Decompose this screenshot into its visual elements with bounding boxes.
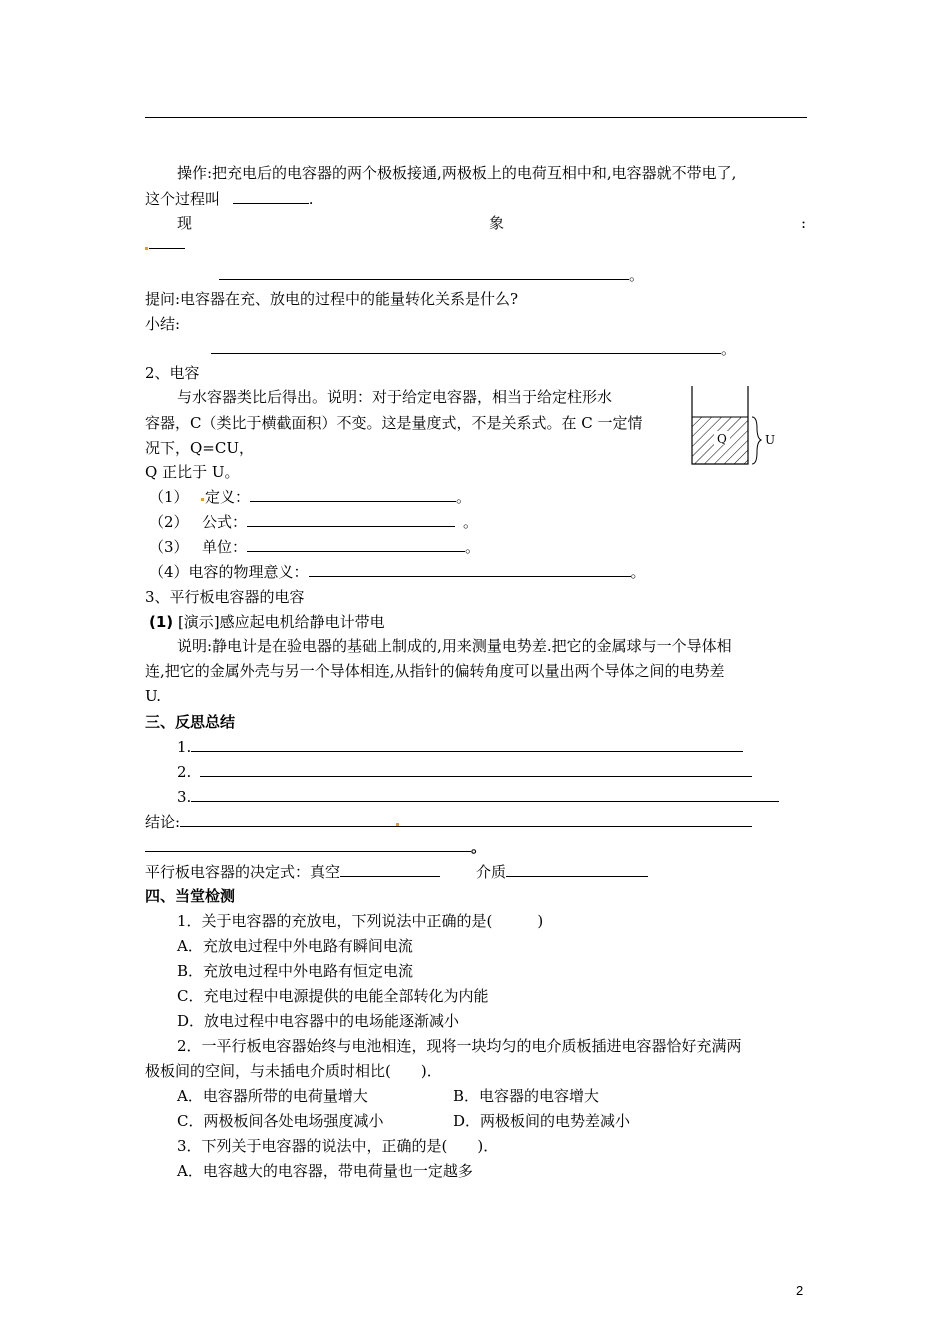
item-2 — [202, 512, 478, 532]
formula-label: 公式： — [202, 513, 248, 531]
period: 。 — [721, 340, 737, 358]
op-line-2-end: . — [308, 190, 314, 208]
op-line-2-text: 这个过程叫 — [145, 190, 221, 208]
test-heading: 四、当堂检测 — [145, 887, 236, 905]
q1-option-a[interactable]: A．充放电过程中外电路有瞬间电流 — [177, 937, 413, 955]
q1-option-d[interactable]: D．放电过程中电容器中的电场能逐渐减小 — [177, 1012, 460, 1030]
item-2-num: （2） — [149, 513, 189, 531]
formula-label-vacuum: 平行板电容器的决定式：真空 — [145, 863, 341, 881]
demo-line — [149, 612, 385, 632]
electrometer-line-3: U. — [145, 687, 162, 705]
diagram-u-label: U — [765, 433, 776, 447]
medium-blank[interactable] — [506, 862, 648, 877]
reflection-item-3 — [177, 787, 779, 807]
phenomenon-char-1: 现 — [177, 214, 193, 232]
reflection-blank-2[interactable] — [200, 762, 752, 777]
item-4 — [149, 562, 646, 582]
section-3-heading: 3、平行板电容器的电容 — [145, 588, 305, 606]
question-line: 提问:电容器在充、放电的过程中的能量转化关系是什么? — [145, 290, 519, 308]
reflection-blank-3[interactable] — [191, 787, 779, 802]
physical-meaning-label: （4）电容的物理意义： — [149, 563, 309, 581]
period: 。 — [463, 513, 479, 531]
conclusion-label: 结论: — [145, 813, 181, 831]
definition-label: 定义： — [205, 488, 251, 506]
vacuum-blank[interactable] — [340, 862, 440, 877]
question-1: 1．关于电容器的充放电，下列说法中正确的是( ) — [177, 912, 544, 930]
section-2-heading: 2、电容 — [145, 364, 200, 382]
q2-option-a[interactable]: A．电容器所带的电荷量增大 — [177, 1087, 368, 1105]
demo-number: (1) — [149, 613, 174, 631]
reflection-item-1 — [177, 737, 743, 757]
annotation-mark — [201, 498, 204, 501]
q2-option-c[interactable]: C．两极板间各处电场强度减小 — [177, 1112, 384, 1130]
op-line-1: 操作:把充电后的电容器的两个极板接通,两极板上的电荷互相中和,电容器就不带电了, — [177, 164, 737, 182]
reflection-heading: 三、反思总结 — [145, 713, 236, 731]
formula-line — [145, 862, 648, 882]
reflection-blank-1[interactable] — [191, 737, 743, 752]
op-line-2 — [145, 189, 314, 209]
formula-blank[interactable] — [247, 512, 455, 527]
phenomenon-blank-line[interactable] — [219, 265, 644, 285]
item-3-num: （3） — [149, 538, 189, 556]
phenomenon-char-2: 象 — [489, 214, 505, 232]
demo-text: [演示]感应起电机给静电计带电 — [177, 613, 385, 631]
question-3: 3．下列关于电容器的说法中，正确的是( )． — [177, 1137, 499, 1155]
sec2-para-1: 与水容器类比后得出。说明：对于给定电容器，相当于给定柱形水 — [177, 388, 613, 406]
item-1-num: （1） — [149, 488, 189, 506]
q1-option-b[interactable]: B．充放电过程中外电路有恒定电流 — [177, 962, 414, 980]
period: 。 — [465, 538, 481, 556]
conclusion-line — [145, 812, 752, 832]
water-container-diagram — [685, 384, 785, 468]
q2-option-b[interactable]: B．电容器的电容增大 — [453, 1087, 600, 1105]
item-1 — [205, 487, 471, 507]
process-name-blank[interactable] — [233, 189, 309, 204]
question-2-line-2: 极板间的空间，与未插电介质时相比( )． — [145, 1062, 442, 1080]
phenomenon-blank-short[interactable] — [149, 234, 185, 254]
electrometer-line-1: 说明:静电计是在验电器的基础上制成的,用来测量电势差.把它的金属球与一个导体相 — [177, 637, 732, 655]
medium-label: 介质 — [476, 863, 507, 881]
reflection-num-2: 2. — [177, 763, 192, 781]
unit-blank[interactable] — [247, 537, 465, 552]
q1-option-c[interactable]: C．充电过程中电源提供的电能全部转化为内能 — [177, 987, 489, 1005]
item-3 — [202, 537, 480, 557]
page-number: 2 — [796, 1283, 804, 1298]
q3-option-a[interactable]: A．电容越大的电容器，带电荷量也一定越多 — [177, 1162, 473, 1180]
q2-option-d[interactable]: D．两极板间的电势差减小 — [453, 1112, 631, 1130]
sec2-para-3: 况下，Q=CU， — [145, 439, 254, 457]
period: 。 — [630, 563, 646, 581]
header-rule — [145, 117, 807, 118]
annotation-mark — [396, 823, 399, 826]
reflection-item-2 — [177, 762, 752, 782]
summary-blank[interactable] — [211, 339, 736, 359]
diagram-q-label: Q — [717, 432, 727, 446]
reflection-num-3: 3. — [177, 788, 192, 806]
annotation-mark — [145, 247, 148, 250]
big-period: 。 — [471, 838, 487, 856]
question-2-line-1: 2．一平行板电容器始终与电池相连，现将一块均匀的电介质板插进电容器恰好充满两 — [177, 1037, 742, 1055]
definition-blank[interactable] — [250, 487, 456, 502]
conclusion-line-2 — [145, 837, 486, 857]
physical-meaning-blank[interactable] — [309, 562, 631, 577]
sec2-para-2: 容器，C（类比于横截面积）不变。这是量度式，不是关系式。在 C 一定情 — [145, 414, 643, 432]
conclusion-blank-2[interactable] — [145, 837, 471, 852]
unit-label: 单位： — [202, 538, 248, 556]
period: 。 — [629, 266, 645, 284]
sec2-para-4: Q 正比于 U。 — [145, 463, 240, 481]
summary-label: 小结: — [145, 315, 181, 333]
phenomenon-colon: : — [801, 214, 807, 232]
electrometer-line-2: 连,把它的金属外壳与另一个导体相连,从指针的偏转角度可以量出两个导体之间的电势差 — [145, 662, 725, 680]
period: 。 — [456, 488, 472, 506]
reflection-num-1: 1. — [177, 738, 192, 756]
conclusion-blank[interactable] — [180, 812, 752, 827]
